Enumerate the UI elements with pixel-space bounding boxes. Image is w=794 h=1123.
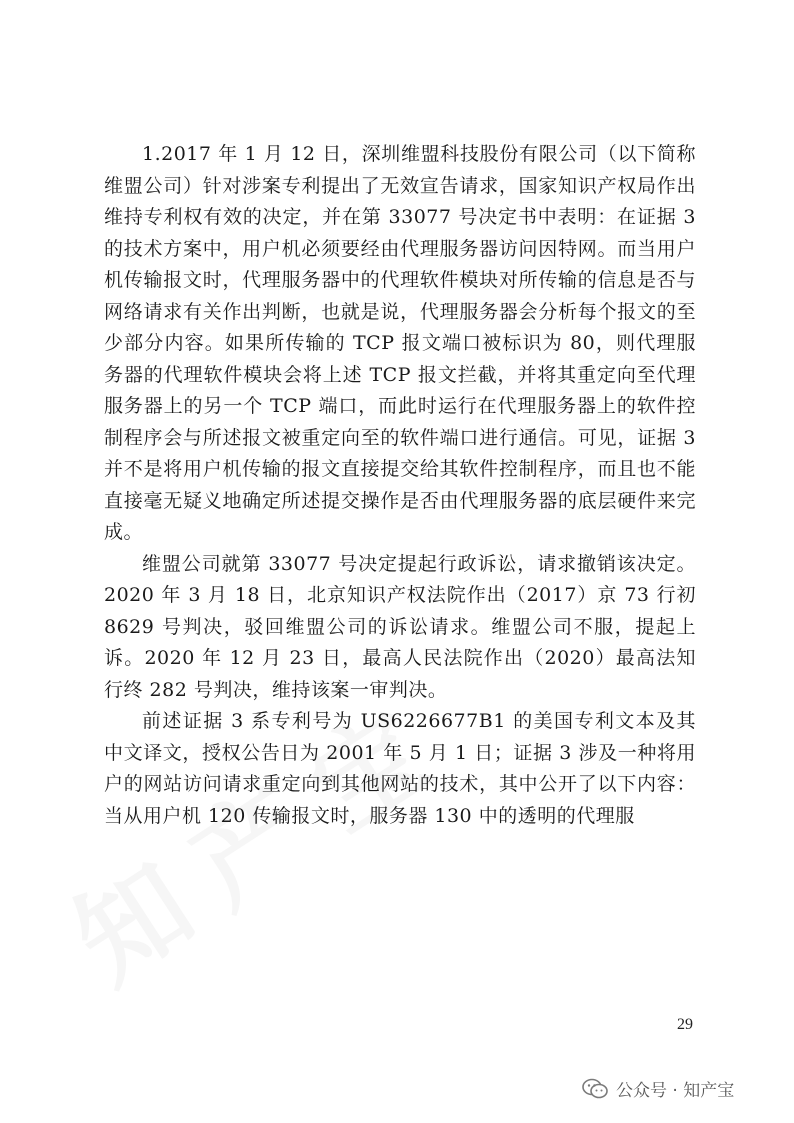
document-body	[104, 139, 696, 832]
paragraph-1: 1.2017 年 1 月 12 日，深圳维盟科技股份有限公司（以下简称维盟公司）针对涉案专利提出了无效宣告请求，国家知识产权局作出维持专利权有效的决定，并在第 33077 号决定书中表明：在证据 3 的技术方案中，用户机必须要经由代理服务器访问因特网。而当用户机传输报文时，代理服务器中的代理软件模块对所传输的信息是否与网络请求有关作出判断，也就是说，代理服务器会分析每个报文的至少部分内容。如果所传输的 TCP 报文端口被标识为 80，则代理服务器的代理软件模块会将上述 TCP 报文拦截，并将其重定向至代理服务器上的另一个 TCP 端口，而此时运行在代理服务器上的软件控制程序会与所述报文被重定向至的软件端口进行通信。可见，证据 3 并不是将用户机传输的报文直接提交给其软件控制程序，而且也不能直接毫无疑义地确定所述提交操作是否由代理服务器的底层硬件来完成。	[104, 143, 696, 543]
page-number: 29	[677, 1016, 693, 1033]
footer-brand	[582, 1076, 734, 1101]
paragraph-2: 维盟公司就第 33077 号决定提起行政诉讼，请求撤销该决定。2020 年 3 月 18 日，北京知识产权法院作出（2017）京 73 行初 8629 号判决，驳回维盟公司的诉讼请求。维盟公司不服，提起上诉。2020 年 12 月 23 日，最高人民法院作出（2020）最高法知行终 282 号判决，维持该案一审判决。	[104, 552, 696, 701]
paragraph-3: 前述证据 3 系专利号为 US6226677B1 的美国专利文本及其中文译文，授权公告日为 2001 年 5 月 1 日；证据 3 涉及一种将用户的网站访问请求重定向到其他网站的技术，其中公开了以下内容：当从用户机 120 传输报文时，服务器 130 中的透明的代理服	[104, 710, 696, 827]
footer-brand-text: 公众号 · 知产宝	[616, 1081, 735, 1101]
wechat-icon	[582, 1078, 608, 1100]
